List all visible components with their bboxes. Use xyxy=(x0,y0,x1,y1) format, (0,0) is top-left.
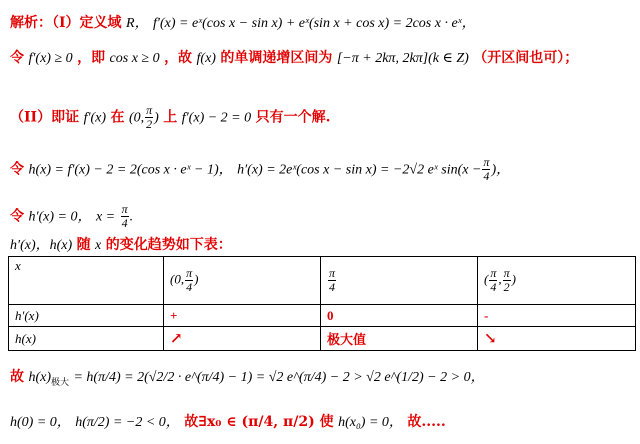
root-equation: h(x₀) = 0， xyxy=(338,415,403,430)
h-label: h(x) xyxy=(15,330,36,346)
solution-label: 解析：（I）定义域 xyxy=(10,15,122,31)
x-header: x xyxy=(15,258,21,273)
arrow-up-icon: ↗ xyxy=(170,331,183,347)
frac-num: π xyxy=(483,155,490,169)
part2-label: （II）即证 xyxy=(10,109,80,126)
table-cell xyxy=(164,257,321,305)
lead-text: 令 xyxy=(10,161,24,178)
sign-cell: + xyxy=(164,305,321,327)
frac-den: 2 xyxy=(146,117,153,131)
frac-num: π xyxy=(503,266,510,280)
domain-value: R， xyxy=(126,16,149,31)
solution-line-5 xyxy=(10,203,133,230)
table-row xyxy=(9,305,636,327)
frac-num: π xyxy=(186,266,193,280)
frac-den: 4 xyxy=(329,280,335,294)
table-cell xyxy=(164,327,321,351)
x-variable: x xyxy=(95,238,102,253)
table-cell xyxy=(9,257,164,305)
frac-den: 4 xyxy=(186,280,193,294)
interval-expr: [−π + 2kπ, 2kπ](k ∈ Z) xyxy=(336,51,469,66)
open-interval-note: （开区间也可）； xyxy=(473,50,579,66)
hprime-label: h′(x) xyxy=(15,307,39,323)
fprime-expr: f′(x) xyxy=(83,110,107,126)
sep-text-2: ，故 xyxy=(164,50,193,66)
table-cell xyxy=(478,257,636,305)
one-solution-text: 只有一个解. xyxy=(255,109,331,126)
hprime-zero: h′(x) = 0， xyxy=(28,209,92,225)
increasing-text: 的单调递增区间为 xyxy=(220,50,333,66)
frac-den: 2 xyxy=(503,280,510,294)
maximum-cell: 极大值 xyxy=(321,327,478,351)
h-zero: h(0) = 0， xyxy=(10,415,71,430)
pi-over-2-fraction xyxy=(145,104,153,131)
frac-den: 4 xyxy=(483,169,490,183)
conclusion-text: 故..... xyxy=(407,414,446,430)
table-cell xyxy=(478,327,636,351)
pi-over-4-fraction xyxy=(121,203,129,230)
period: . xyxy=(129,209,134,225)
comma: , xyxy=(498,271,502,287)
pi-over-4-fraction xyxy=(482,156,490,183)
hprime-formula: h′(x) = 2eˣ(cos x − sin x) = −2√2 eˣ sin(x − xyxy=(237,162,482,178)
interval-open: (0, xyxy=(128,110,145,126)
h-definition: h(x) = f′(x) − 2 = 2(cos x · eˣ − 1)， xyxy=(28,162,233,178)
frac-num: π xyxy=(121,202,128,216)
x-equals: x = xyxy=(95,209,116,225)
h-expr: h(x) xyxy=(28,370,51,385)
table-header-row xyxy=(9,257,636,305)
function-fx: f(x) xyxy=(196,51,216,66)
derivative-formula: f′(x) = eˣ(cos x − sin x) + eˣ(sin x + cos x) = 2cos x · eˣ， xyxy=(153,16,476,31)
table-cell xyxy=(9,305,164,327)
sign-cell: 0 xyxy=(321,305,478,327)
equation-expr: f′(x) − 2 = 0 xyxy=(181,110,252,126)
frac-den: 4 xyxy=(121,216,128,230)
interval-close: ) xyxy=(511,271,516,287)
table-cell xyxy=(9,327,164,351)
interval-open: (0, xyxy=(170,271,185,287)
pi-over-4-fraction xyxy=(185,267,193,294)
existence-text: 故∃x₀ ∈ (π/4, π/2) 使 xyxy=(184,414,334,430)
pi-over-4-fraction xyxy=(328,267,336,294)
trend-table-intro: 的变化趋势如下表： xyxy=(105,237,232,253)
functions-list: h′(x)，h(x) xyxy=(10,238,73,253)
solution-line-1 xyxy=(10,14,476,33)
lead-text: 故 xyxy=(10,369,24,385)
lead-text: 令 xyxy=(10,208,24,225)
arrow-down-icon: ↘ xyxy=(484,331,497,347)
max-subscript: 极大 xyxy=(51,377,70,388)
lead-text: 令 xyxy=(10,50,24,66)
interval-open: ( xyxy=(484,271,489,287)
frac-num: π xyxy=(146,103,153,117)
solution-line-2 xyxy=(10,49,578,68)
h-pi-over-2: h(π/2) = −2 < 0， xyxy=(75,415,180,430)
in-text: 在 xyxy=(110,109,125,126)
sign-cell: - xyxy=(478,305,636,327)
frac-den: 4 xyxy=(490,280,497,294)
max-value-expr: = h(π/4) = 2(√2/2 · e^(π/4) − 1) = √2 e^(π/4) − 2 > √2 e^(1/2) − 2 > 0， xyxy=(73,370,485,385)
variation-table xyxy=(8,256,636,351)
frac-num: π xyxy=(329,266,336,280)
pi-over-4-fraction xyxy=(489,267,497,294)
solution-line-8 xyxy=(10,413,446,432)
hprime-tail: )， xyxy=(491,162,511,178)
condition-2: cos x ≥ 0 xyxy=(109,51,160,66)
sep-text-1: ，即 xyxy=(77,50,106,66)
frac-num: π xyxy=(490,266,497,280)
solution-line-6 xyxy=(10,236,232,255)
solution-line-7 xyxy=(10,368,485,392)
solution-line-4 xyxy=(10,156,510,183)
solution-line-3 xyxy=(10,104,330,131)
table-cell xyxy=(321,257,478,305)
follow-text: 随 xyxy=(76,237,91,253)
interval-close: ) xyxy=(154,110,159,126)
pi-over-2-fraction xyxy=(503,267,511,294)
condition-1: f′(x) ≥ 0 xyxy=(28,51,73,66)
table-row xyxy=(9,327,636,351)
interval-close: ) xyxy=(194,271,199,287)
on-text: 上 xyxy=(163,109,178,126)
